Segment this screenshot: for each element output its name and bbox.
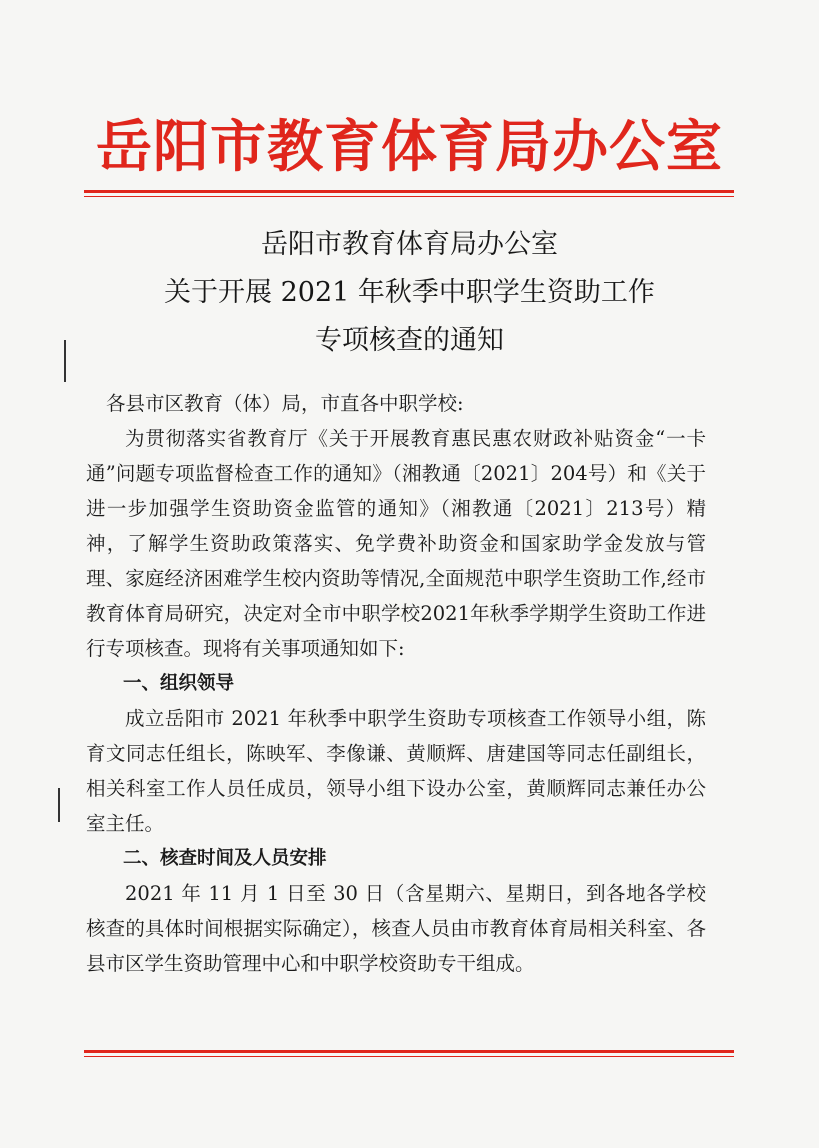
section-paragraph-schedule: 2021 年 11 月 1 日至 30 日（含星期六、星期日，到各地各学校核查的具体时间根据实际确定），核查人员由市教育体育局相关科室、各县市区学生资助管理中心和中职学校资助专干组成。 bbox=[86, 882, 706, 975]
footer-rule-thick bbox=[84, 1050, 734, 1053]
intro-paragraph: 为贯彻落实省教育厅《关于开展教育惠民惠农财政补贴资金“一卡通”问题专项监督检查工作的通知》（湘教通〔2021〕204号）和《关于进一步加强学生资助资金监管的通知》（湘教通〔2021〕213号）精神，了解学生资助政策落实、免学费补助资金和国家助学金发放与管理、家庭经济困难学生校内资助等情况,全面规范中职学生资助工作,经市教育体育局研究，决定对全市中职学校2021年秋季学期学生资助工作进行专项核查。现将有关事项通知如下: bbox=[86, 427, 706, 660]
notice-body bbox=[86, 386, 706, 981]
letterhead-rule-thin bbox=[84, 196, 734, 197]
section-paragraph-organization: 成立岳阳市 2021 年秋季中职学生资助专项核查工作领导小组，陈育文同志任组长，陈映军、李像谦、黄顺辉、唐建国等同志任副组长，相关科室工作人员任成员，领导小组下设办公室，黄顺辉同志兼任办公室主任。 bbox=[86, 707, 706, 835]
notice-title-line-2: 关于开展 2021 年秋季中职学生资助工作 bbox=[164, 277, 655, 308]
section-heading-schedule: 二、核查时间及人员安排 bbox=[123, 848, 327, 869]
margin-mark bbox=[64, 340, 66, 382]
notice-title-line-3: 专项核查的通知 bbox=[315, 325, 504, 356]
margin-mark bbox=[58, 788, 60, 822]
notice-title-line-1: 岳阳市教育体育局办公室 bbox=[261, 229, 558, 260]
salutation: 各县市区教育（体）局，市直各中职学校: bbox=[106, 392, 464, 415]
section-heading-organization: 一、组织领导 bbox=[123, 673, 235, 694]
letterhead-org-name: 岳阳市教育体育局办公室 bbox=[96, 114, 723, 180]
letterhead-rule-thick bbox=[84, 190, 734, 193]
footer-rule-thin bbox=[84, 1056, 734, 1057]
